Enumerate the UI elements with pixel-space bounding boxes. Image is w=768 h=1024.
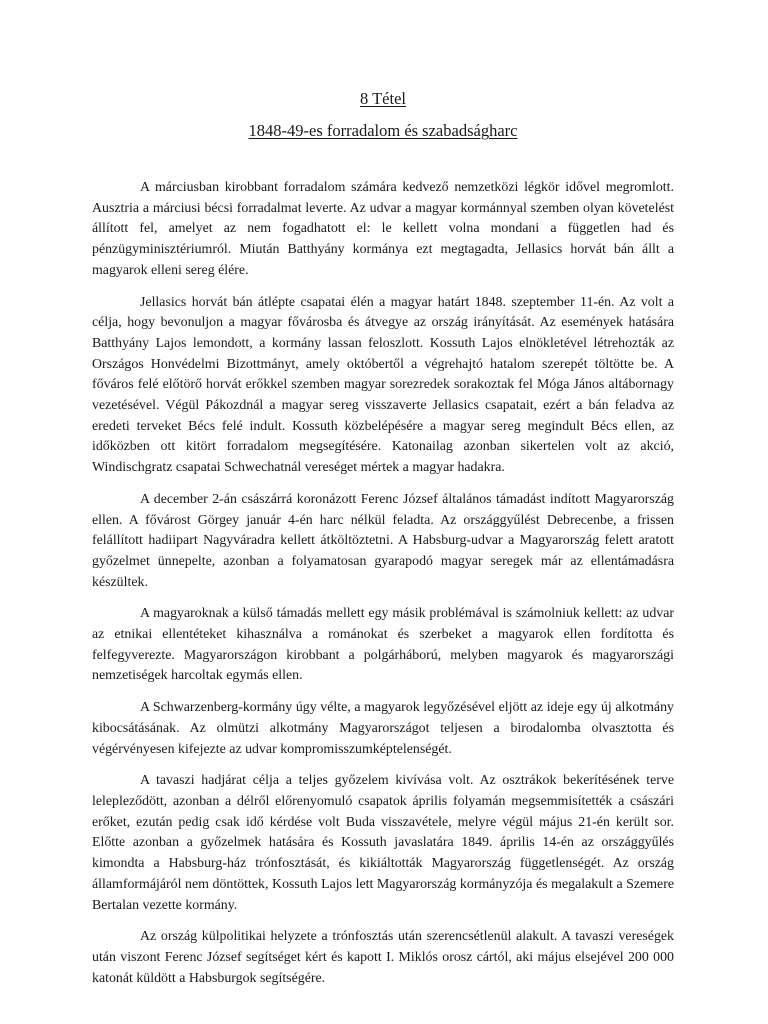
paragraph-7: Az ország külpolitikai helyzete a trónfosztás után szerencsétlenül alakult. A tavaszi vereségek után viszont Ferenc József segítséget kért és kapott I. Miklós orosz cártól, aki május elsejével 200 000 katonát küldött a Habsburgok segítségére. [92, 929, 674, 986]
document-page [92, 88, 674, 1000]
topic-number-heading: 8 Tétel [360, 89, 406, 108]
paragraph-3: A december 2-án császárrá koronázott Ferenc József általános támadást indított Magyarország ellen. A fővárost Görgey január 4-én harc nélkül feladta. Az országgyűlést Debrecenbe, a frissen felállított hadiipart Nagyváradra kellett átköltöztetni. A Habsburg-udvar a Magyarország felett aratott győzelmet ünnepelte, azonban a folyamatosan gyarapodó magyar seregek már az ellentámadásra készültek. [92, 491, 674, 590]
paragraph-1: A márciusban kirobbant forradalom számára kedvező nemzetközi légkör idővel megromlott. Ausztria a márciusi bécsi forradalmat leverte. Az udvar a magyar kormánnyal szemben olyan követelést állított fel, amelyet az nem fogadhatott el: le kellett volna mondani a független had és pénzügyminisztériumról. Miután Batthyány kormánya ezt megtagadta, Jellasics horvát bán állt a magyarok elleni sereg élére. [92, 180, 674, 278]
document-title: 1848-49-es forradalom és szabadságharc [248, 121, 518, 140]
paragraph-2: Jellasics horvát bán átlépte csapatai élén a magyar határt 1848. szeptember 11-én. Az volt a célja, hogy bevonuljon a magyar fővárosba és átvegye az ország irányítását. Az események hatására Batthyány Lajos lemondott, a kormány lassan feloszlott. Kossuth Lajos elnökletével létrehozták az Országos Honvédelmi Bizottmányt, amely októbertől a végrehajtó hatalom szerepét töltötte be. A főváros felé előtörő horvát erőkkel szemben magyar sorezredek sorakoztak fel Móga János altábornagy vezetésével. Végül Pákozdnál a magyar sereg visszaverte Jellasics csapatait, ezért a bán feladva az eredeti terveket Bécs felé indult. Kossuth közbelépésére a magyar sereg megindult Bécs ellen, az időközben ott kitört forradalom megsegítésére. Katonailag azonban sikertelen volt az akció, Windischgratz csapatai Schwechatnál vereséget mértek a magyar hadakra. [92, 294, 674, 476]
paragraph-5: A Schwarzenberg-kormány úgy vélte, a magyarok legyőzésével eljött az ideje egy új alkotmány kibocsátásának. Az olmützi alkotmány Magyarországot teljesen a birodalomba olvasztotta és végérvényesen kifejezte az udvar kompromisszumképtelenségét. [92, 700, 674, 757]
paragraph-6: A tavaszi hadjárat célja a teljes győzelem kivívása volt. Az osztrákok bekerítésének terve lelepleződött, azonban a délről előrenyomuló csapatok április folyamán megsemmisítették a császári erőket, ezután pedig csak idő kérdése volt Buda visszavétele, melyre végül május 21-én került sor. Előtte azonban a győzelmek hatására és Kossuth javaslatára 1849. április 14-én az országgyűlés kimondta a Habsburg-ház trónfosztását, és kikiáltották Magyarország függetlenségét. Az ország államformájáról nem döntöttek, Kossuth Lajos lett Magyarország kormányzója és megalakult a Szemere Bertalan vezette kormány. [92, 773, 674, 913]
paragraph-4: A magyaroknak a külső támadás mellett egy másik problémával is számolniuk kellett: az udvar az etnikai ellentéteket kihasználva a románokat és szerbeket a magyarok ellen fordította és felfegyverezte. Magyarországon kirobbant a polgárháború, melyben magyarok és magyarországi nemzetiségek harcoltak egymás ellen. [92, 606, 674, 684]
